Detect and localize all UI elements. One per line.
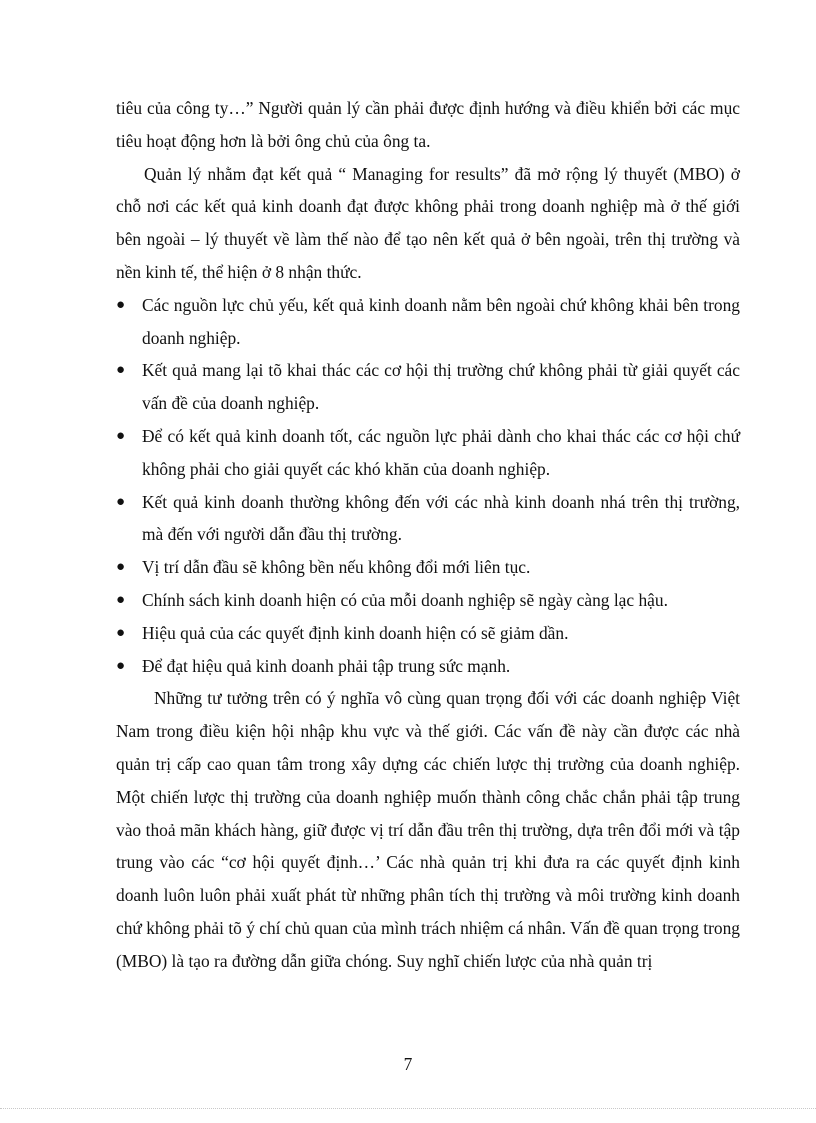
list-item <box>116 617 740 650</box>
list-item <box>116 420 740 486</box>
list-item <box>116 289 740 355</box>
list-item-text: Hiệu quả của các quyết định kinh doanh hiện có sẽ giảm dần. <box>142 622 569 643</box>
list-item <box>116 486 740 552</box>
list-item-text: Vị trí dẫn đầu sẽ không bền nếu không đổi mới liên tục. <box>142 557 531 578</box>
paragraph-conclusion: Những tư tưởng trên có ý nghĩa vô cùng quan trọng đối với các doanh nghiệp Việt Nam trong điều kiện hội nhập khu vực và thế giới. Các vấn đề này cần được các nhà quản trị cấp cao quan tâm trong xây dựng các chiến lược thị trường của doanh nghiệp. Một chiến lược thị trường của doanh nghiệp muốn thành công chắc chắn phải tập trung vào thoả mãn khách hàng, giữ được vị trí dẫn đầu trên thị trường, dựa trên đổi mới và tập trung vào các “cơ hội quyết định…’ Các nhà quản trị khi đưa ra các quyết định kinh doanh luôn luôn phải xuất phát từ những phân tích thị trường và môi trường kinh doanh chứ không phải tõ ý chí chủ quan của mình trách nhiệm cá nhân. Vấn đề quan trọng trong (MBO) là tạo ra đường dẫn giữa chóng. Suy nghĩ chiến lược của nhà quản trị <box>116 688 740 971</box>
bullet-icon: ● <box>116 624 126 641</box>
page-bottom-divider <box>0 1108 816 1109</box>
bullet-icon: ● <box>116 559 126 576</box>
list-item <box>116 584 740 617</box>
bullet-icon: ● <box>116 657 126 674</box>
paragraph-managing-for-results: Quản lý nhằm đạt kết quả “ Managing for results” đã mở rộng lý thuyết (MBO) ở chỗ nơi các kết quả kinh doanh đạt được không phải trong doanh nghiệp mà ở thế giới bên ngoài – lý thuyết về làm thế nào để tạo nên kết quả ở bên ngoài, trên thị trường và nền kinh tế, thể hiện ở 8 nhận thức. <box>116 163 740 282</box>
list-item-text: Kết quả mang lại tõ khai thác các cơ hội thị trường chứ không phải từ giải quyết các vấn đề của doanh nghiệp. <box>142 360 740 414</box>
list-item-text: Để có kết quả kinh doanh tốt, các nguồn lực phải dành cho khai thác các cơ hội chứ không phải cho giải quyết các khó khăn của doanh nghiệp. <box>142 425 740 479</box>
bullet-icon: ● <box>116 493 126 510</box>
bullet-icon: ● <box>116 427 126 444</box>
list-item <box>116 650 740 683</box>
bullet-icon: ● <box>116 296 126 313</box>
bullet-list <box>116 289 740 683</box>
list-item-text: Để đạt hiệu quả kinh doanh phải tập trung sức mạnh. <box>142 655 511 676</box>
list-item-text: Kết quả kinh doanh thường không đến với các nhà kinh doanh nhá trên thị trường, mà đến với người dẫn đầu thị trường. <box>142 491 740 545</box>
bullet-icon: ● <box>116 591 126 608</box>
list-item <box>116 551 740 584</box>
page-number: 7 <box>403 1054 413 1074</box>
bullet-icon: ● <box>116 362 126 379</box>
page-body <box>116 92 740 978</box>
paragraph-continuation: tiêu của công ty…” Người quản lý cần phải được định hướng và điều khiển bởi các mục tiêu hoạt động hơn là bởi ông chủ của ông ta. <box>116 98 740 151</box>
list-item <box>116 354 740 420</box>
list-item-text: Các nguồn lực chủ yếu, kết quả kinh doanh nằm bên ngoài chứ không khải bên trong doanh nghiệp. <box>142 294 740 348</box>
list-item-text: Chính sách kinh doanh hiện có của mỗi doanh nghiệp sẽ ngày càng lạc hậu. <box>142 589 668 610</box>
